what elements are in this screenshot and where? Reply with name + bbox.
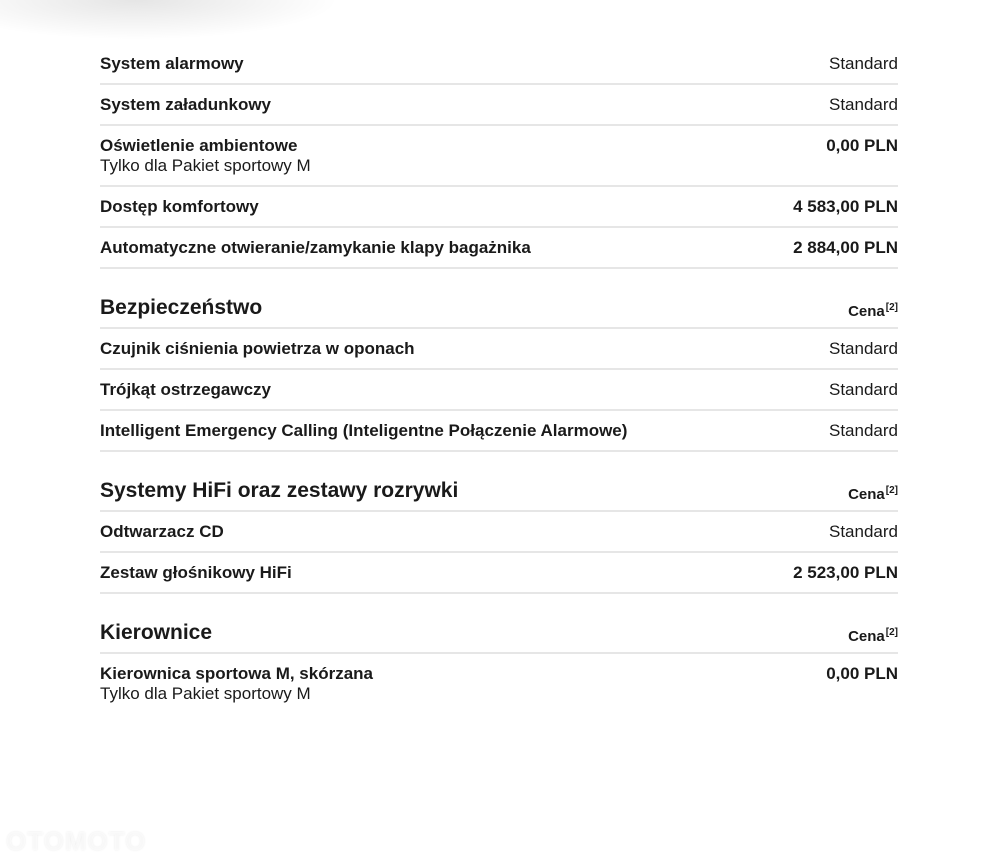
top-rows-section [100, 44, 898, 269]
price-column-header [848, 299, 898, 321]
equipment-name-block [100, 95, 271, 115]
equipment-row [100, 370, 898, 411]
equipment-price: 4 583,00 PLN [793, 197, 898, 216]
equipment-groups [100, 295, 898, 713]
group-title: Systemy HiFi oraz zestawy rozrywki [100, 479, 459, 502]
equipment-row [100, 85, 898, 126]
equipment-row [100, 44, 898, 85]
equipment-price: Standard [829, 421, 898, 440]
equipment-price: Standard [829, 95, 898, 114]
equipment-name: Dostęp komfortowy [100, 197, 259, 216]
equipment-row [100, 187, 898, 228]
equipment-name-block [100, 563, 292, 583]
equipment-row [100, 553, 898, 594]
equipment-name-block [100, 197, 259, 217]
equipment-row [100, 228, 898, 269]
equipment-price: Standard [829, 522, 898, 541]
price-column-header [848, 482, 898, 504]
equipment-row [100, 654, 898, 713]
equipment-price: Standard [829, 380, 898, 399]
equipment-row [100, 512, 898, 553]
equipment-name-block [100, 380, 271, 400]
equipment-price: 0,00 PLN [826, 664, 898, 683]
equipment-name: Odtwarzacz CD [100, 522, 224, 541]
equipment-list [100, 44, 898, 713]
equipment-name: Oświetlenie ambientowe [100, 136, 298, 155]
equipment-group [100, 295, 898, 452]
price-header-label: Cena [848, 303, 885, 320]
footnote-link[interactable]: [2] [885, 302, 898, 313]
equipment-price: 2 523,00 PLN [793, 563, 898, 582]
group-header [100, 620, 898, 654]
equipment-name-block [100, 421, 627, 441]
equipment-name: System załadunkowy [100, 95, 272, 114]
top-shadow [0, 0, 340, 40]
equipment-price: Standard [829, 339, 898, 358]
equipment-row [100, 126, 898, 187]
price-column-header [848, 624, 898, 646]
equipment-name: Automatyczne otwieranie/zamykanie klapy bagażnika [100, 238, 531, 257]
equipment-name: Trójkąt ostrzegawczy [100, 380, 272, 399]
group-header [100, 478, 898, 512]
equipment-name-block [100, 664, 373, 704]
equipment-name-block [100, 339, 415, 359]
group-title: Bezpieczeństwo [100, 296, 263, 319]
equipment-group [100, 620, 898, 713]
equipment-name: Kierownica sportowa M, skórzana [100, 664, 374, 683]
equipment-name-block [100, 136, 311, 176]
equipment-row [100, 329, 898, 370]
equipment-name: Intelligent Emergency Calling (Inteligentne Połączenie Alarmowe) [100, 421, 628, 440]
equipment-price: 0,00 PLN [826, 136, 898, 155]
equipment-row [100, 411, 898, 452]
equipment-group [100, 478, 898, 594]
equipment-price: Standard [829, 54, 898, 73]
equipment-name-block [100, 238, 531, 258]
equipment-name-block [100, 54, 244, 74]
equipment-note: Tylko dla Pakiet sportowy M [100, 156, 311, 175]
price-header-label: Cena [848, 628, 885, 645]
equipment-name: System alarmowy [100, 54, 244, 73]
group-title: Kierownice [100, 621, 213, 644]
equipment-name: Czujnik ciśnienia powietrza w oponach [100, 339, 415, 358]
group-header [100, 295, 898, 329]
footnote-link[interactable]: [2] [885, 485, 898, 496]
equipment-name-block [100, 522, 224, 542]
equipment-note: Tylko dla Pakiet sportowy M [100, 684, 311, 703]
watermark-logo: OTOMOTO [6, 826, 147, 856]
equipment-price: 2 884,00 PLN [793, 238, 898, 257]
footnote-link[interactable]: [2] [885, 627, 898, 638]
price-header-label: Cena [848, 486, 885, 503]
equipment-name: Zestaw głośnikowy HiFi [100, 563, 292, 582]
